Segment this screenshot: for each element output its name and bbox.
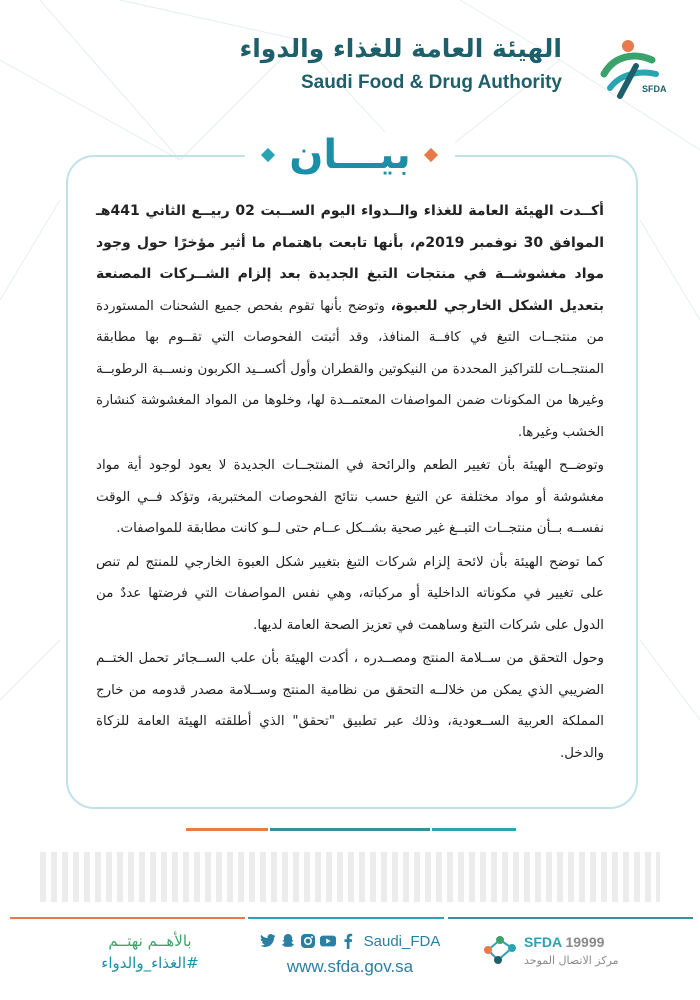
footer-social [255, 930, 445, 977]
decorative-stripes [40, 852, 660, 902]
paragraph-1 [96, 196, 604, 448]
social-icons-row [255, 930, 445, 952]
instagram-icon[interactable] [300, 933, 316, 949]
website-link[interactable]: www.sfda.gov.sa [286, 957, 414, 976]
paragraph-3: كما توضح الهيئة بأن لائحة إلزام شركات التبغ بتغيير شكل العبوة الخارجي للمنتج لم تنص على تغيير في مكوناته الداخلية أو مركباته، وهي نفس المواصفات التي فرضتها عددٌ من الدول على شركات التبغ وساهمت في تعزيز الصحة العامة لديها. [96, 554, 604, 633]
paragraph-1-lead: أكــدت الهيئة العامة للغذاء والــدواء اليوم الســبت 02 ربيــع الثاني 441هـ الموافق 30 نوفمبر 2019م، بأنها تابعت باهتمام ما أثير مؤخرًا حول وجود مواد مغشوشــة في منتجات التبغ الجديدة بعد إلزام الشــركات المصنعة بتعديل الشكل الخارجي للعبوة، [96, 203, 605, 314]
accent-bar-orange [186, 828, 268, 831]
footer-rule-middle [248, 917, 444, 919]
twitter-icon[interactable] [260, 933, 276, 949]
footer-rule-right [448, 917, 693, 919]
paragraph-1-rest: وتوضح بأنها تقوم بفحص جميع الشحنات المستوردة من منتجــات التبغ في كافــة المنافذ، وقد أثبتت الفحوصات التي تقــوم بها مطابقة المنتجــات للتراكيز المحددة من النيكوتين والقطران وأول أكســيد الكربون ونســبة الرطوبــة وغيرها من المكونات ضمن المواصفات المعتمــدة لها، وخلوها من المواد المغشوشة كنشارة الخشب وغيرها. [96, 298, 604, 440]
org-name-arabic: الهيئة العامة للغذاء والدواء [239, 34, 562, 63]
logo-label: SFDA [642, 84, 667, 94]
header [200, 30, 670, 100]
youtube-icon[interactable] [320, 933, 336, 949]
footer-rule-left [10, 917, 245, 919]
call-center-brand: SFDA [524, 934, 562, 950]
slogan-hashtag[interactable]: #الغذاء_والدواء [101, 954, 199, 972]
call-center-network-icon [480, 930, 520, 970]
call-center-number[interactable]: 19999 [565, 934, 605, 950]
sfda-logo-icon [590, 30, 670, 100]
call-center [480, 930, 640, 980]
statement-body [96, 196, 604, 771]
statement-title: بيـــان [245, 132, 455, 178]
accent-bar-dark-teal [270, 828, 430, 831]
facebook-icon[interactable] [340, 933, 356, 949]
slogan-line-1: بالأهــم نهتــم [108, 932, 192, 950]
paragraph-4: وحول التحقق من ســلامة المنتج ومصــدره ، أكدت الهيئة بأن علب الســجائر تحمل الختــم الضريبي الذي يمكن من خلالــه التحقق من نظامية المنتج وســلامة مصدر قدومه من خارج المملكة العربية الســعودية، وذلك عبر تطبيق "تحقق" الذي أطلقته الهيئة العامة للزكاة والدخل. [96, 651, 604, 761]
org-name-english: Saudi Food & Drug Authority [300, 72, 562, 93]
call-center-title [524, 934, 604, 950]
snapchat-icon[interactable] [280, 933, 296, 949]
accent-bar-teal [432, 828, 516, 831]
title-wrap [0, 132, 700, 178]
paragraph-2: وتوضــح الهيئة بأن تغيير الطعم والرائحة في المنتجــات الجديدة لا يعود لوجود أية مواد مغشوشة أو مواد مختلفة عن التبغ حسب نتائج الفحوصات المختبرية، وتؤكد فــي الوقت نفســه بــأن منتجــات التبــغ غير صحية بشــكل عــام حتى لــو كانت مطابقة للمواصفات. [96, 458, 604, 536]
social-handle[interactable]: Saudi_FDA [363, 932, 441, 950]
call-center-label: مركز الاتصال الموحد [524, 954, 619, 967]
footer-slogan [70, 930, 230, 974]
